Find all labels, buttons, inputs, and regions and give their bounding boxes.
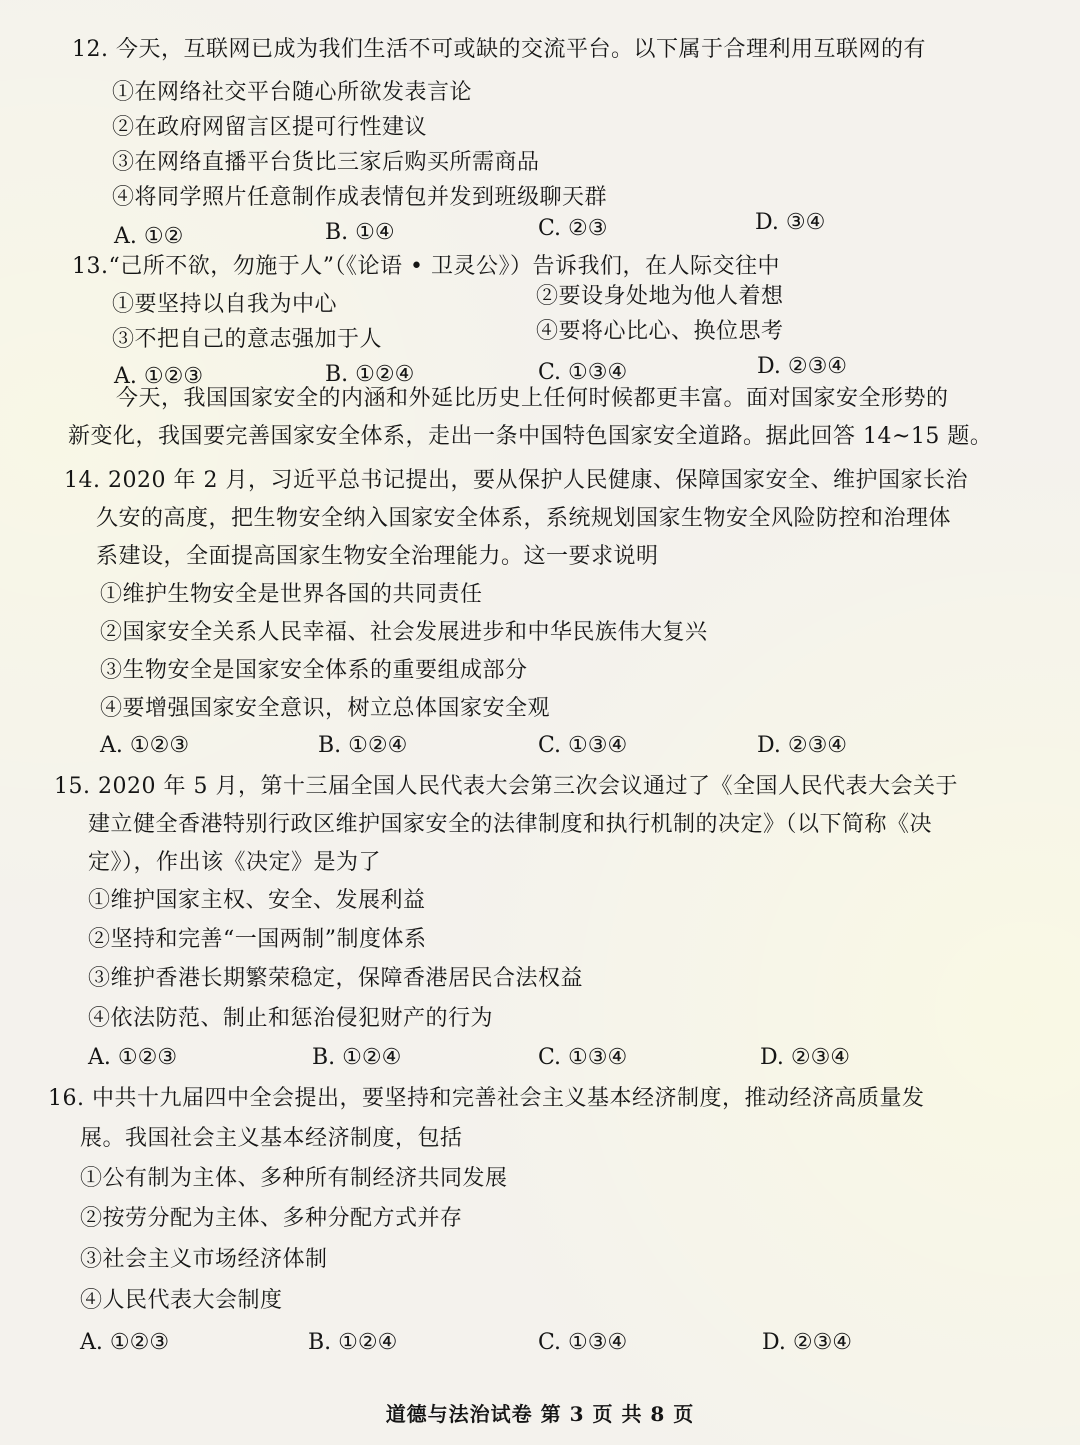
q14-stem-3: 系建设，全面提高国家生物安全治理能力。这一要求说明 <box>96 544 659 569</box>
q12-option-c: C. ②③ <box>538 216 608 241</box>
q12-stem: 12. 今天，互联网已成为我们生活不可或缺的交流平台。以下属于合理利用互联网的有 <box>72 37 926 62</box>
q13-item-2: ②要设身处地为他人着想 <box>536 284 784 309</box>
q14-item-3: ③生物安全是国家安全体系的重要组成部分 <box>100 658 528 683</box>
intro-line-1: 今天，我国国家安全的内涵和外延比历史上任何时候都更丰富。面对国家安全形势的 <box>116 386 949 411</box>
q15-item-1: ①维护国家主权、安全、发展利益 <box>88 888 426 913</box>
q14-stem-2: 久安的高度，把生物安全纳入国家安全体系，系统规划国家生物安全风险防控和治理体 <box>96 506 952 531</box>
q12-option-b: B. ①④ <box>325 220 395 245</box>
q13-option-c: C. ①③④ <box>538 360 628 385</box>
q16-item-3: ③社会主义市场经济体制 <box>80 1247 328 1272</box>
q14-item-1: ①维护生物安全是世界各国的共同责任 <box>100 582 483 607</box>
page-footer: 道德与法治试卷 第 3 页 共 8 页 <box>385 1402 695 1426</box>
q15-item-3: ③维护香港长期繁荣稳定，保障香港居民合法权益 <box>88 966 584 991</box>
q13-item-3: ③不把自己的意志强加于人 <box>112 327 383 352</box>
q12-item-3: ③在网络直播平台货比三家后购买所需商品 <box>112 150 540 175</box>
q15-option-d: D. ②③④ <box>760 1045 851 1070</box>
q14-item-4: ④要增强国家安全意识，树立总体国家安全观 <box>100 696 551 721</box>
q15-stem-2: 建立健全香港特别行政区维护国家安全的法律制度和执行机制的决定》（以下简称《决 <box>88 812 933 837</box>
q16-stem-1: 16. 中共十九届四中全会提出，要坚持和完善社会主义基本经济制度，推动经济高质量发 <box>48 1086 925 1111</box>
q15-option-b: B. ①②④ <box>312 1045 402 1070</box>
q16-option-c: C. ①③④ <box>538 1330 628 1355</box>
q14-stem-1: 14. 2020 年 2 月，习近平总书记提出，要从保护人民健康、保障国家安全、维护国家长治 <box>64 468 968 493</box>
q13-stem: 13.“己所不欲，勿施于人”（《论语 • 卫灵公》）告诉我们，在人际交往中 <box>72 254 780 279</box>
q12-item-2: ②在政府网留言区提可行性建议 <box>112 115 428 140</box>
q16-option-a: A. ①②③ <box>80 1330 170 1355</box>
q14-option-b: B. ①②④ <box>318 733 408 758</box>
q15-option-a: A. ①②③ <box>88 1045 178 1070</box>
q14-option-c: C. ①③④ <box>538 733 628 758</box>
q16-item-1: ①公有制为主体、多种所有制经济共同发展 <box>80 1166 508 1191</box>
intro-line-2: 新变化，我国要完善国家安全体系，走出一条中国特色国家安全道路。据此回答 14~15 题。 <box>68 424 993 449</box>
q16-item-2: ②按劳分配为主体、多种分配方式并存 <box>80 1206 463 1231</box>
q12-item-4: ④将同学照片任意制作成表情包并发到班级聊天群 <box>112 185 608 210</box>
q14-option-d: D. ②③④ <box>757 733 848 758</box>
q12-option-a: A. ①② <box>114 224 184 249</box>
q13-item-4: ④要将心比心、换位思考 <box>536 319 784 344</box>
q12-item-1: ①在网络社交平台随心所欲发表言论 <box>112 80 473 105</box>
q14-option-a: A. ①②③ <box>100 733 190 758</box>
q16-option-b: B. ①②④ <box>308 1330 398 1355</box>
q14-item-2: ②国家安全关系人民幸福、社会发展进步和中华民族伟大复兴 <box>100 620 708 645</box>
q15-stem-3: 定》），作出该《决定》是为了 <box>88 850 382 875</box>
q13-option-a: A. ①②③ <box>114 364 204 389</box>
q16-item-4: ④人民代表大会制度 <box>80 1288 283 1313</box>
q12-option-d: D. ③④ <box>755 210 826 235</box>
q15-item-4: ④依法防范、制止和惩治侵犯财产的行为 <box>88 1006 494 1031</box>
q15-item-2: ②坚持和完善“一国两制”制度体系 <box>88 927 427 952</box>
q13-item-1: ①要坚持以自我为中心 <box>112 292 338 317</box>
q13-option-b: B. ①②④ <box>325 362 415 387</box>
q15-stem-1: 15. 2020 年 5 月，第十三届全国人民代表大会第三次会议通过了《全国人民代表大会关于 <box>54 774 958 799</box>
q16-option-d: D. ②③④ <box>762 1330 853 1355</box>
q16-stem-2: 展。我国社会主义基本经济制度，包括 <box>80 1126 463 1151</box>
q13-option-d: D. ②③④ <box>757 354 848 379</box>
q15-option-c: C. ①③④ <box>538 1045 628 1070</box>
